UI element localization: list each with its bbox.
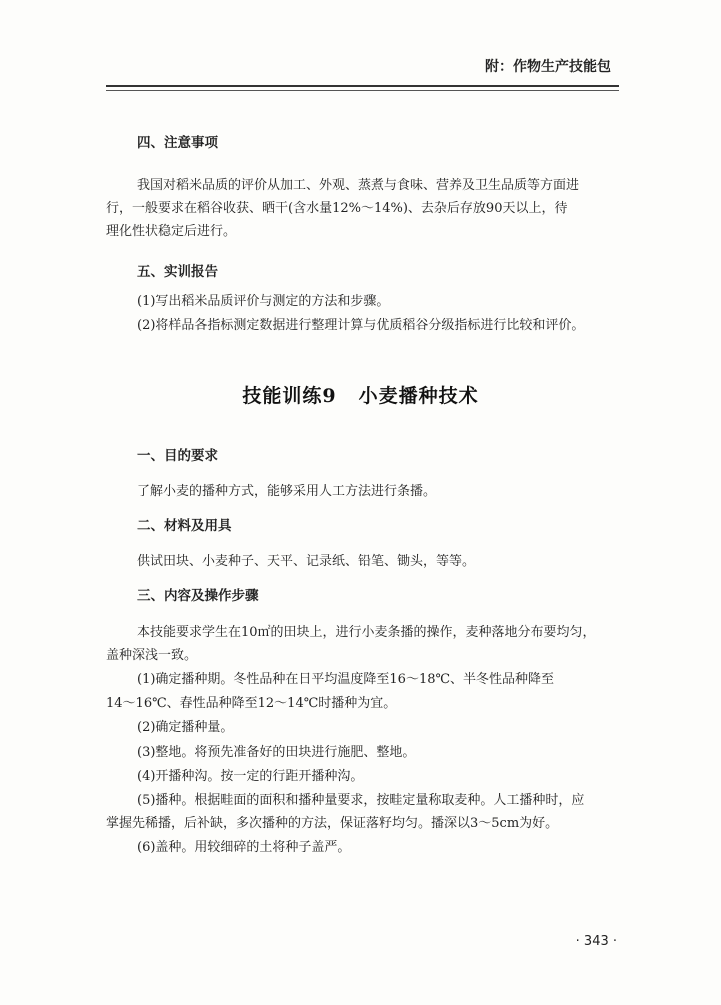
objective-text: 了解小麦的播种方式，能够采用人工方法进行条播。 <box>137 484 437 499</box>
running-head: 附：作物生产技能包 <box>485 59 611 75</box>
step6-text: (6)盖种。用较细碎的土将种子盖严。 <box>137 840 351 855</box>
notes-line-1: 我国对稻米品质的评价从加工、外观、蒸煮与食味、营养及卫生品质等方面进 <box>137 178 580 193</box>
notes-line-3: 理化性状稳定后进行。 <box>106 224 237 239</box>
step5-line-1: (5)播种。根据畦面的面积和播种量要求，按畦定量称取麦种。人工播种时，应 <box>137 793 585 808</box>
chapter-title <box>0 381 721 408</box>
step1-line-1: (1)确定播种期。冬性品种在日平均温度降至16～18℃、半冬性品种降至 <box>137 672 555 687</box>
notes-line-2: 行，一般要求在稻谷收获、晒干(含水量12%～14%)、去杂后存放90天以上，待 <box>106 201 568 216</box>
step1-line-2: 14～16℃、春性品种降至12～14℃时播种为宜。 <box>106 696 397 711</box>
procedure-intro-line-2: 盖种深浅一致。 <box>106 648 198 663</box>
header-rule-thick <box>106 85 619 87</box>
section-heading-materials: 二、材料及用具 <box>137 518 232 534</box>
step4-text: (4)开播种沟。按一定的行距开播种沟。 <box>137 769 364 784</box>
report-item-1: (1)写出稻米品质评价与测定的方法和步骤。 <box>137 294 390 309</box>
page-number: · 343 · <box>575 934 617 949</box>
section-heading-procedure: 三、内容及操作步骤 <box>137 588 259 604</box>
procedure-intro-line-1: 本技能要求学生在10㎡的田块上，进行小麦条播的操作，麦种落地分布要均匀， <box>137 625 596 640</box>
section-heading-notes: 四、注意事项 <box>137 135 218 151</box>
step2-text: (2)确定播种量。 <box>137 720 234 735</box>
chapter-label: 技能训练9 <box>242 385 337 407</box>
step5-line-2: 掌握先稀播，后补缺，多次播种的方法，保证落籽均匀。播深以3～5cm为好。 <box>106 816 559 831</box>
section-heading-report: 五、实训报告 <box>137 264 218 280</box>
header-rule-thin <box>106 90 619 91</box>
chapter-name: 小麦播种技术 <box>358 385 479 407</box>
section-heading-objective: 一、目的要求 <box>137 448 218 464</box>
materials-text: 供试田块、小麦种子、天平、记录纸、铅笔、锄头，等等。 <box>137 554 476 569</box>
step3-text: (3)整地。将预先准备好的田块进行施肥、整地。 <box>137 745 416 760</box>
report-item-2: (2)将样品各指标测定数据进行整理计算与优质稻谷分级指标进行比较和评价。 <box>137 318 585 333</box>
